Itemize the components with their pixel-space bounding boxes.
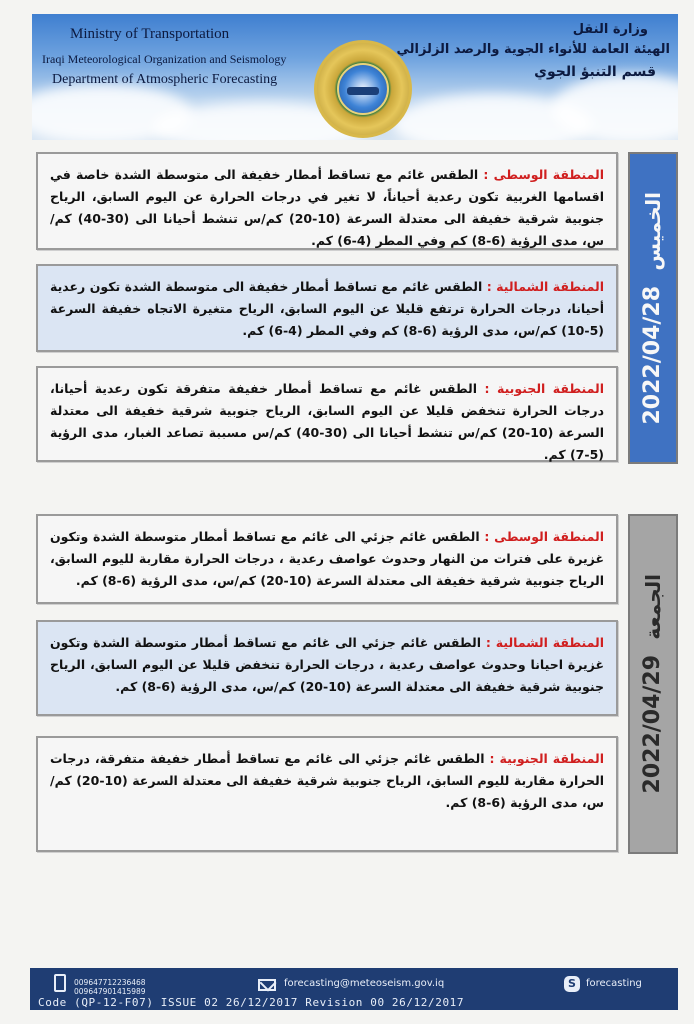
forecast-text: الطقس غائم مع تساقط أمطار خفيفة الى متوسطة الشدة تكون رعدية أحيانا، درجات الحرارة ترتفع قليلا عن اليوم السابق، الرياح متغيرة الاتجاه خفيفة السرعة (5-10) كم/س، مدى الرؤية (6-8) كم وفي المطر (4-6) كم. [50,279,604,338]
phone-number: 009647712236468 [74,978,146,987]
forecast-text: الطقس غائم جزئي الى غائم مع تساقط أمطار خفيفة متفرقة، درجات الحرارة مقاربة لليوم السابق، الرياح جنوبية شرقية خفيفة الى معتدلة السرعة (10-20) كم/س، مدى الرؤية (6-8) كم. [50,751,605,810]
email-address[interactable]: forecasting@meteoseism.gov.iq [284,978,445,989]
day1-date-label [634,192,672,425]
day2-date-bar [628,514,678,854]
phone-number: 009647901415989 [74,987,146,996]
forecast-day2-central [36,514,618,604]
ministry-name-en: Ministry of Transportation [70,26,230,42]
day1-date: 2022/04/28 [640,285,665,425]
region-label: المنطقة الشمالية : [486,279,604,294]
region-label: المنطقة الوسطى : [483,167,604,182]
footer-bar [30,968,678,1010]
region-label: المنطقة الوسطى : [484,529,604,544]
skype-handle: forecasting [586,978,642,989]
forecast-day2-south [36,736,618,852]
forecast-text: الطقس غائم جزئي الى غائم مع تساقط أمطار متوسطة الشدة وتكون غزيرة احيانا وحدوث عواصف رعدية ، درجات الحرارة تنخفض قليلا عن اليوم السابق، الرياح جنوبية شرقية خفيفة الى معتدلة السرعة (10-20) كم/س، مدى الرؤية (6-8) كم. [50,635,604,694]
skype-icon: S [564,976,580,992]
day1-date-bar [628,152,678,464]
region-label: المنطقة الجنوبية : [489,751,604,766]
forecast-day1-south [36,366,618,462]
forecast-day1-north [36,264,618,352]
organization-name-ar: الهيئة العامة للأنواء الجوية والرصد الزلزالي [396,42,670,57]
ministry-name-ar: وزارة النقل [572,22,648,37]
forecast-text: الطقس غائم جزئي الى غائم مع تساقط أمطار متوسطة الشدة وتكون غزيرة على فترات من النهار وحدوث عواصف رعدية ، درجات الحرارة مقاربة لليوم السابق، الرياح جنوبية شرقية خفيفة الى معتدلة السرعة (10-20) كم/س، مدى الرؤية (6-8) كم. [50,529,604,588]
document-code: Code (QP-12-F07) ISSUE 02 26/12/2017 Revision 00 26/12/2017 [38,996,465,1009]
phone-icon [54,974,66,992]
organization-name-en: Iraqi Meteorological Organization and Seismology [42,52,287,66]
department-name-ar: قسم التنبؤ الجوي [534,64,656,80]
logo-emblem-icon [337,63,389,115]
day2-date: 2022/04/29 [640,655,665,794]
email-icon [258,979,276,991]
department-name-en: Department of Atmospheric Forecasting [52,72,278,87]
cloud-decoration [552,74,678,140]
day1-name: الخميس [641,191,665,271]
forecast-day2-north [36,620,618,716]
header-banner [32,14,678,140]
forecast-text: الطقس غائم مع تساقط أمطار خفيفة الى متوسطة الشدة خاصة في اقسامها الغربية تكون رعدية أحياناً، لا تغير في درجات الحرارة عن اليوم السابق، الرياح جنوبية شرقية خفيفة الى معتدلة السرعة (10-20) كم/س تنشط أحيانا الى (30-40) كم/س، مدى الرؤية (6-8) كم وفي المطر (4-6) كم. [50,167,604,248]
region-label: المنطقة الشمالية : [485,635,604,650]
phone-numbers [74,978,146,996]
day2-date-label [638,574,668,793]
forecast-text: الطقس غائم مع تساقط أمطار خفيفة متفرقة تكون رعدية أحيانا، درجات الحرارة تنخفض قليلا عن اليوم السابق، الرياح جنوبية شرقية خفيفة الى معتدلة السرعة (10-20) كم/س تنشط أحيانا الى (30-40) كم/س مسببة تصاعد الغبار، مدى الرؤية (5-7) كم. [50,381,604,462]
forecast-day1-central [36,152,618,250]
day2-name: الجمعة [641,574,665,640]
region-label: المنطقة الجنوبية : [484,381,604,396]
